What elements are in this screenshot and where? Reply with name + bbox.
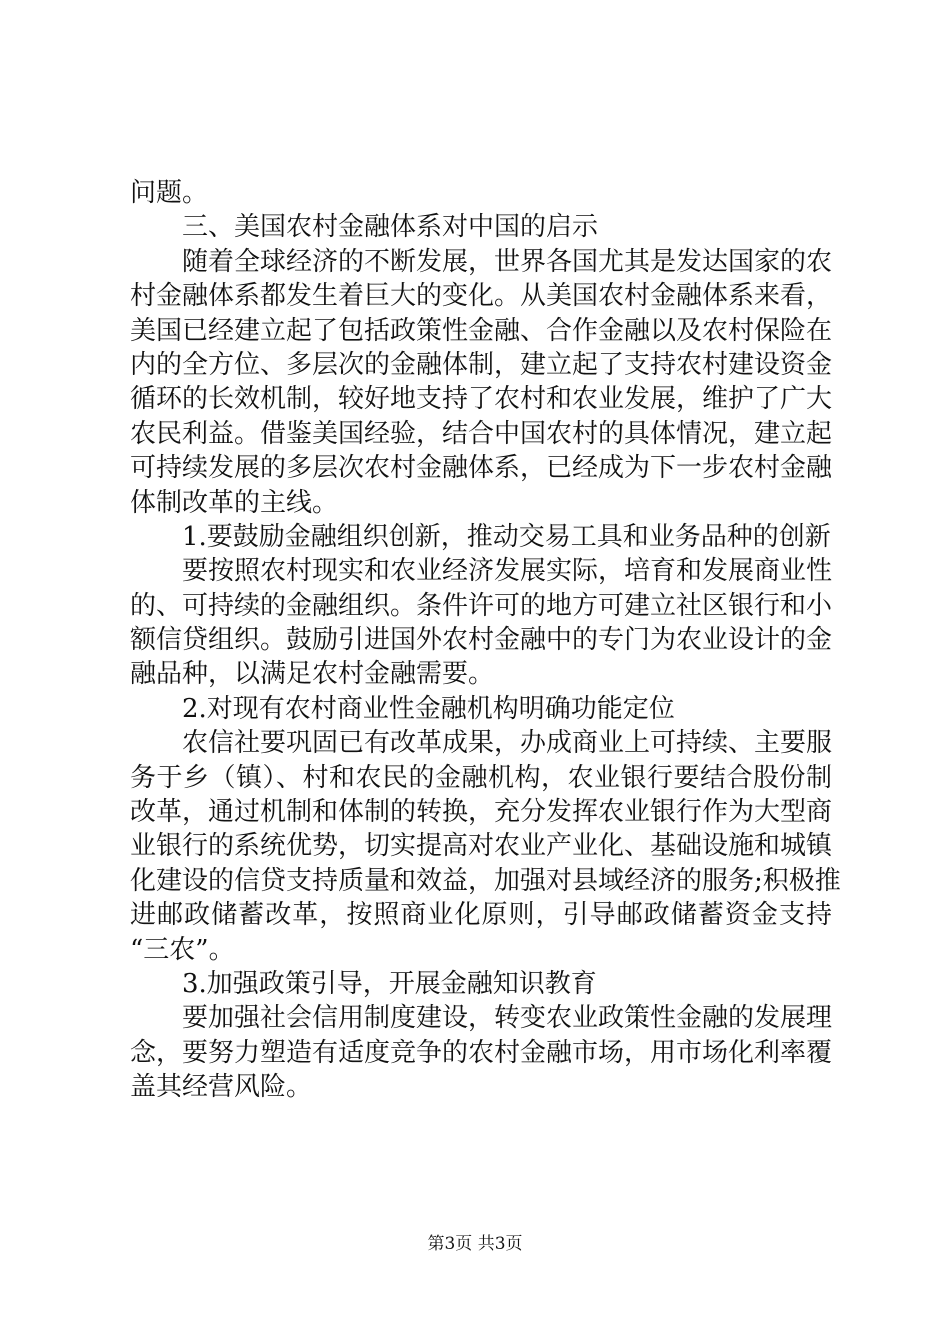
- paragraph-line: 要按照农村现实和农业经济发展实际，培育和发展商业性: [182, 556, 833, 587]
- page-footer: [0, 1234, 950, 1254]
- section-heading: 三、美国农村金融体系对中国的启示: [182, 212, 599, 243]
- paragraph-line: 村金融体系都发生着巨大的变化。从美国农村金融体系来看，: [130, 281, 833, 312]
- paragraph-line: 额信贷组织。鼓励引进国外农村金融中的专门为农业设计的金: [130, 625, 833, 656]
- paragraph-line: 盖其经营风险。: [130, 1072, 313, 1103]
- paragraph-line: 美国已经建立起了包括政策性金融、合作金融以及农村保险在: [130, 315, 833, 346]
- page-number-label: 第3页 共3页: [427, 1234, 523, 1254]
- paragraph-line: “三农”。: [130, 934, 235, 965]
- paragraph-line: 务于乡（镇）、村和农民的金融机构，农业银行要结合股份制: [130, 762, 832, 793]
- document-body: [130, 176, 841, 1105]
- paragraph-line: 可持续发展的多层次农村金融体系，已经成为下一步农村金融: [130, 453, 833, 484]
- subsection-heading: 3.加强政策引导，开展金融知识教育: [182, 968, 597, 999]
- paragraph-line: 要加强社会信用制度建设，转变农业政策性金融的发展理: [182, 1003, 833, 1034]
- paragraph-line: 进邮政储蓄改革，按照商业化原则，引导邮政储蓄资金支持: [130, 900, 832, 931]
- paragraph-end-line: 问题。: [130, 178, 209, 208]
- paragraph-line: 念，要努力塑造有适度竞争的农村金融市场，用市场化利率覆: [130, 1037, 833, 1068]
- paragraph-line: 化建设的信贷支持质量和效益，加强对县域经济的服务;积极推: [130, 865, 841, 896]
- paragraph-line: 循环的长效机制，较好地支持了农村和农业发展，维护了广大: [130, 384, 833, 415]
- paragraph-line: 的、可持续的金融组织。条件许可的地方可建立社区银行和小: [130, 590, 833, 621]
- paragraph-line: 体制改革的主线。: [130, 487, 339, 518]
- subsection-heading: 2.对现有农村商业性金融机构明确功能定位: [182, 693, 675, 724]
- paragraph-line: 业银行的系统优势，切实提高对农业产业化、基础设施和城镇: [130, 831, 833, 862]
- subsection-heading: 1.要鼓励金融组织创新，推动交易工具和业务品种的创新: [182, 521, 831, 552]
- paragraph-line: 内的全方位、多层次的金融体制，建立起了支持农村建设资金: [130, 349, 833, 380]
- paragraph-line: 融品种，以满足农村金融需要。: [130, 659, 495, 690]
- paragraph-line: 农民利益。借鉴美国经验，结合中国农村的具体情况，建立起: [130, 418, 833, 449]
- paragraph-line: 改革，通过机制和体制的转换，充分发挥农业银行作为大型商: [130, 797, 833, 828]
- paragraph-line: 农信社要巩固已有改革成果，办成商业上可持续、主要服: [182, 728, 833, 759]
- paragraph-line: 随着全球经济的不断发展，世界各国尤其是发达国家的农: [182, 246, 833, 277]
